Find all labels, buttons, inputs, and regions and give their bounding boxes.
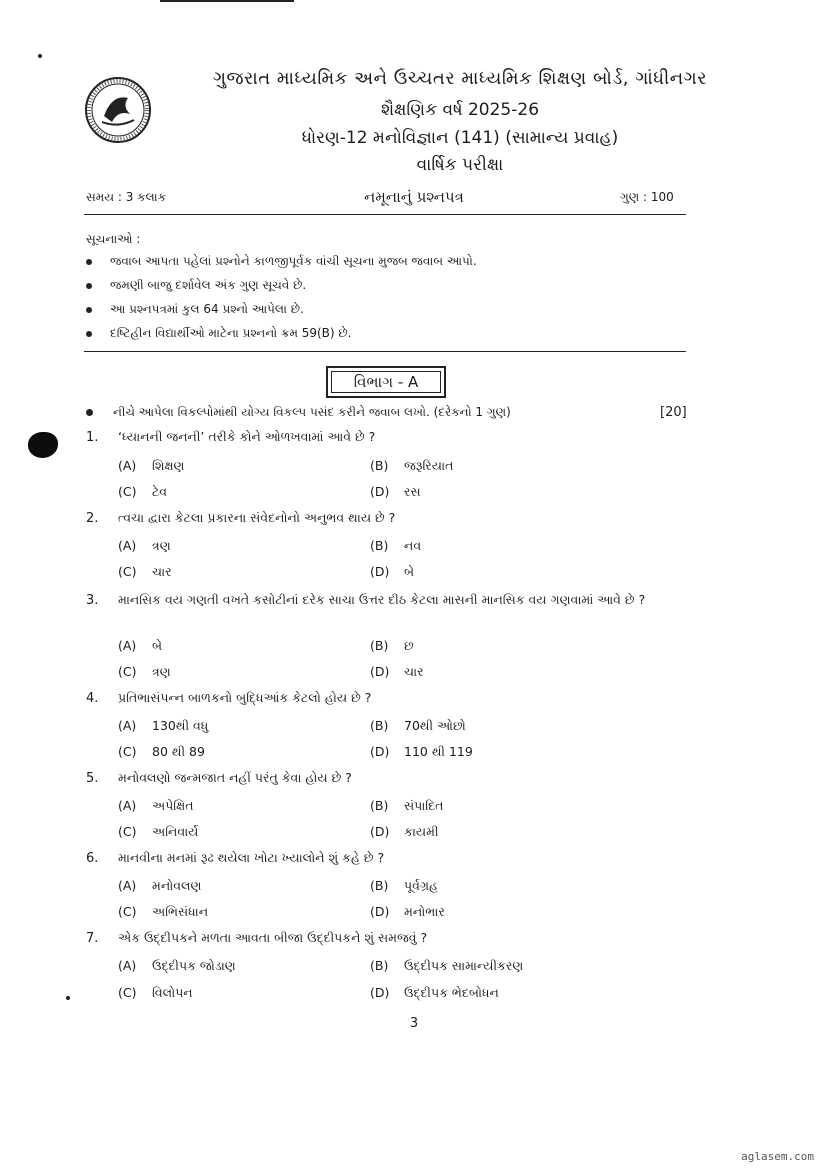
question-text: ‘ધ્યાનની જનની’ તરીકે કોને ઓળખવામાં આવે છે ? — [118, 429, 376, 444]
option-a: (A) અપેક્ષિત — [118, 798, 194, 813]
ink-blot — [28, 432, 58, 458]
option-a: (A) 130થી વધુ — [118, 718, 209, 733]
watermark-text: aglasem.com — [741, 1150, 814, 1163]
bullet-icon — [86, 331, 92, 337]
option-d: (D) મનોભાર — [370, 904, 445, 919]
question-number: 2. — [86, 511, 99, 526]
question-number: 4. — [86, 691, 99, 706]
question-text: ત્વચા દ્વારા કેટલા પ્રકારના સંવેદનોનો અનુભવ થાય છે ? — [118, 510, 396, 525]
option-b: (B) જરૂરિયાત — [370, 458, 454, 473]
option-b: (B) છ — [370, 638, 414, 653]
board-name: ગુજરાત માધ્યમિક અને ઉચ્ચતર માધ્યમિક શિક્ષણ બોર્ડ, ગાંધીનગર — [212, 68, 708, 89]
time-allowed: સમય : 3 કલાક — [86, 190, 167, 204]
option-b: (B) પૂર્વગ્રહ — [370, 878, 438, 893]
question-text: એક ઉદ્દીપકને મળતા આવતા બીજા ઉદ્દીપકને શું સમજવું ? — [118, 930, 428, 945]
option-b: (B) સંપાદિત — [370, 798, 444, 813]
option-c: (C) 80 થી 89 — [118, 744, 205, 759]
option-a: (A) મનોવલણ — [118, 878, 202, 893]
bullet-icon — [86, 259, 92, 265]
total-marks: ગુણ : 100 — [620, 190, 674, 204]
option-d: (D) ઉદ્દીપક ભેદબોધન — [370, 985, 499, 1000]
option-a: (A) શિક્ષણ — [118, 458, 185, 473]
section-label: વિભાગ - A — [353, 373, 419, 391]
subject-title: ધોરણ-12 મનોવિજ્ઞાન (141) (સામાન્ય પ્રવાહ) — [301, 128, 619, 148]
option-c: (C) ટેવ — [118, 484, 168, 499]
instruction-item: જમણી બાજુ દર્શાવેલ અંક ગુણ સૂચવે છે. — [86, 278, 306, 293]
question-text: માનવીના મનમાં રૂઢ થયેલા ખોટા ખ્યાલોને શું કહે છે ? — [118, 850, 385, 865]
speck — [38, 54, 42, 58]
question-text: પ્રતિભાસંપન્ન બાળકનો બુદ્ધિઆંક કેટલો હોય છે ? — [118, 690, 372, 705]
option-b: (B) 70થી ઓછો — [370, 718, 466, 733]
question-number: 7. — [86, 931, 99, 946]
question-number: 3. — [86, 593, 99, 608]
divider — [84, 214, 686, 215]
question-text: મનોવલણો જન્મજાત નહીં પરંતુ કેવા હોય છે ? — [118, 770, 352, 785]
option-d: (D) ચાર — [370, 664, 424, 679]
question-text: માનસિક વય ગણતી વખતે કસોટીનાં દરેક સાચા ઉત્તર દીઠ કેટલા માસની માનસિક વય ગણવામાં આવે છે ? — [118, 592, 646, 607]
bullet-icon — [86, 409, 93, 416]
option-c: (C) અનિવાર્ય — [118, 824, 199, 839]
option-a: (A) ઉદ્દીપક જોડાણ — [118, 958, 236, 973]
bullet-icon — [86, 283, 92, 289]
board-logo — [84, 76, 152, 144]
instruction-item: દષ્ટિહીન વિદ્યાર્થીઓ માટેના પ્રશ્નનો ક્રમ 59(B) છે. — [86, 326, 352, 341]
option-c: (C) ચાર — [118, 564, 172, 579]
option-d: (D) 110 થી 119 — [370, 744, 473, 759]
option-b: (B) નવ — [370, 538, 422, 553]
option-c: (C) વિલોપન — [118, 985, 193, 1000]
bullet-icon — [86, 307, 92, 313]
option-d: (D) રસ — [370, 484, 421, 499]
option-b: (B) ઉદ્દીપક સામાન્યીકરણ — [370, 958, 524, 973]
option-c: (C) અભિસંધાન — [118, 904, 209, 919]
instructions-heading: સૂચનાઓ : — [86, 232, 141, 246]
instruction-item: જવાબ આપતા પહેલાં પ્રશ્નોને કાળજીપૂર્વક વાંચી સૂચના મુજબ જવાબ આપો. — [86, 254, 477, 269]
divider — [84, 351, 686, 352]
page-number: 3 — [409, 1016, 419, 1031]
paper-title: નમૂનાનું પ્રશ્નપત્ર — [364, 188, 464, 206]
section-marks: [20] — [660, 405, 687, 420]
option-a: (A) બે — [118, 638, 163, 653]
instruction-item: આ પ્રશ્નપત્રમાં કુલ 64 પ્રશ્નો આપેલા છે. — [86, 302, 304, 317]
section-label-box — [326, 366, 446, 398]
top-rule — [160, 0, 294, 2]
exam-name: વાર્ષિક પરીક્ષા — [416, 155, 504, 175]
section-instruction: નીચે આપેલા વિકલ્પોમાંથી યોગ્ય વિકલ્પ પસંદ કરીને જવાબ લખો. (દરેકનો 1 ગુણ) — [86, 405, 511, 420]
option-a: (A) ત્રણ — [118, 538, 171, 553]
question-number: 1. — [86, 430, 99, 445]
option-c: (C) ત્રણ — [118, 664, 171, 679]
question-number: 5. — [86, 771, 99, 786]
question-number: 6. — [86, 851, 99, 866]
academic-year: શૈક્ષણિક વર્ષ 2025-26 — [380, 100, 540, 120]
option-d: (D) કાયમી — [370, 824, 439, 839]
speck — [66, 996, 70, 1000]
option-d: (D) બે — [370, 564, 415, 579]
